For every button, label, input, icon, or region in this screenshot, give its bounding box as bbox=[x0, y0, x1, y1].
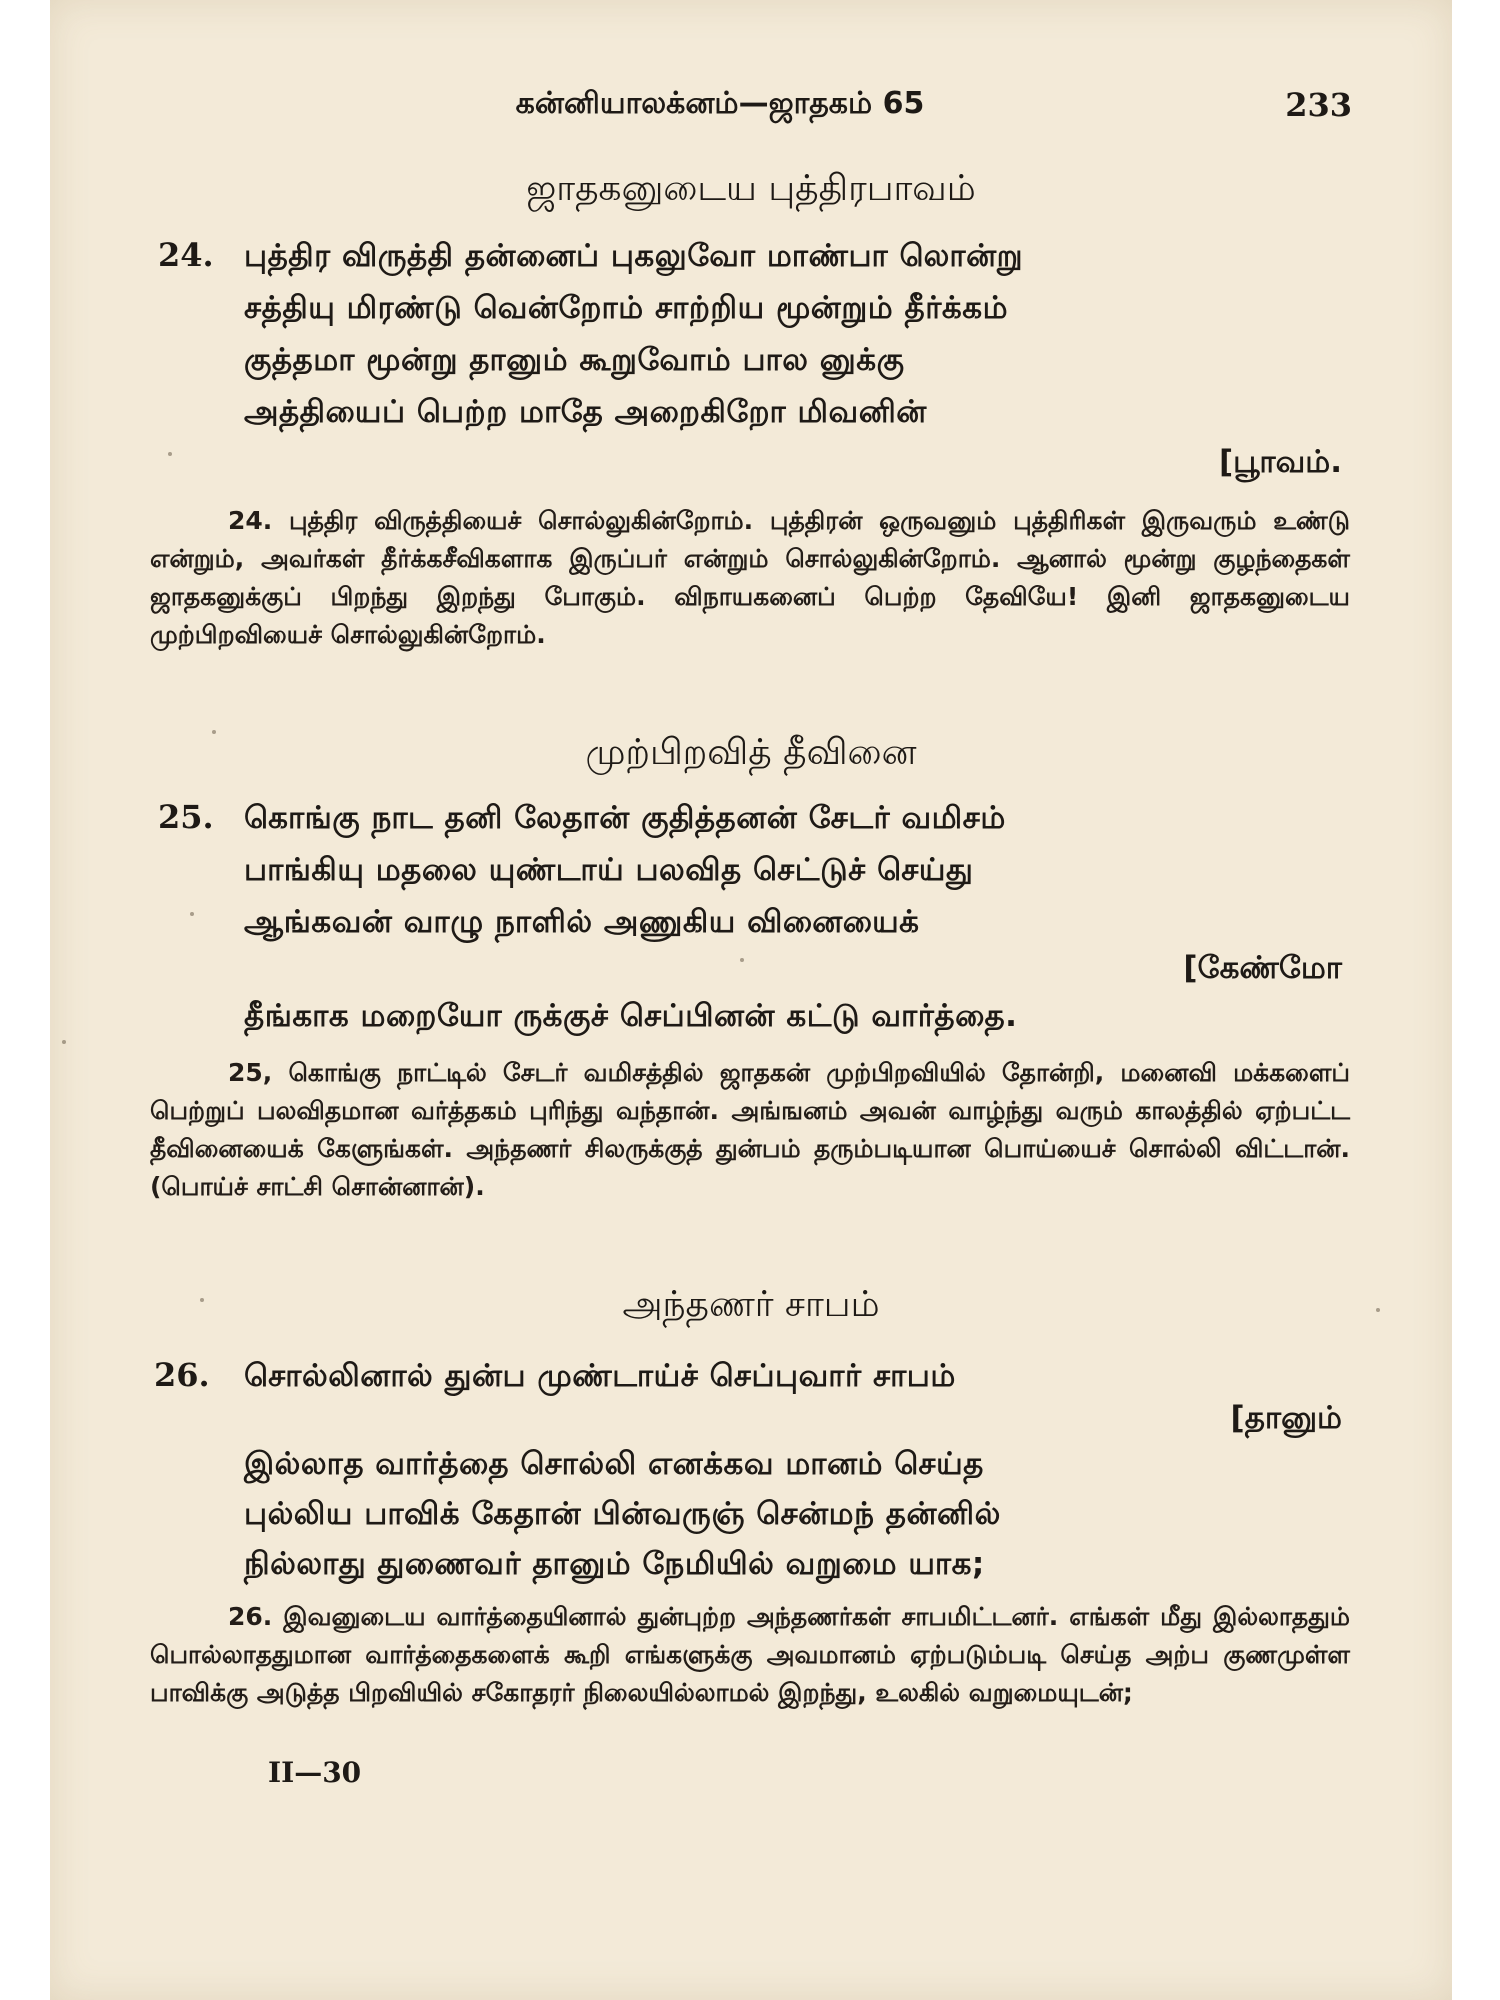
commentary-paragraph: 24. புத்திர விருத்தியைச் சொல்லுகின்றோம். புத்திரன் ஒருவனும் புத்திரிகள் இருவரும் உண்டு என்றும், அவர்கள் தீர்க்கசீவிகளாக இருப்பர் என்றும் சொல்லுகின்றோம். ஆனால் மூன்று குழந்தைகள் ஜாதகனுக்குப் பிறந்து இறந்து போகும். விநாயகனைப் பெற்ற தேவியே! இனி ஜாதகனுடைய முற்பிறவியைச் சொல்லுகின்றோம். bbox=[150, 506, 1350, 649]
verse-number: 26. bbox=[154, 1356, 210, 1394]
scan-speck bbox=[62, 1040, 66, 1044]
verse-tail: [தானும் bbox=[1230, 1400, 1342, 1436]
signature-mark: II—30 bbox=[268, 1756, 362, 1789]
verse-line: ஆங்கவன் வாழு நாளில் அணுகிய வினையைக் bbox=[244, 904, 920, 940]
page-number: 233 bbox=[1285, 86, 1352, 124]
commentary-paragraph: 25, கொங்கு நாட்டில் சேடர் வமிசத்தில் ஜாதகன் முற்பிறவியில் தோன்றி, மனைவி மக்களைப் பெற்றுப் பலவிதமான வர்த்தகம் புரிந்து வந்தான். அங்ஙனம் அவன் வாழ்ந்து வரும் காலத்தில் ஏற்பட்ட தீவினையைக் கேளுங்கள். அந்தணர் சிலருக்குத் துன்பம் தரும்படியான பொய்யைச் சொல்லி விட்டான். (பொய்ச் சாட்சி சொன்னான்). bbox=[150, 1058, 1350, 1201]
verse-line: இல்லாத வார்த்தை சொல்லி எனக்கவ மானம் செய்த bbox=[244, 1446, 984, 1482]
scan-speck bbox=[740, 958, 744, 962]
verse-tail: [பூாவம். bbox=[1219, 444, 1342, 480]
verse-number: 25. bbox=[158, 798, 214, 836]
section-heading-anthanar-saabam: அந்தணர் சாபம் bbox=[622, 1284, 880, 1325]
scan-speck bbox=[1376, 1308, 1380, 1312]
verse-line: தீங்காக மறையோ ருக்குச் செப்பினன் கட்டு வார்த்தை. bbox=[244, 998, 1018, 1034]
verse-line: சத்தியு மிரண்டு வென்றோம் சாற்றிய மூன்றும் தீர்க்கம் bbox=[244, 290, 1009, 326]
book-page bbox=[50, 0, 1452, 2000]
running-title: கன்னியாலக்னம்—ஜாதகம் 65 bbox=[515, 86, 925, 121]
verse-line: புத்திர விருத்தி தன்னைப் புகலுவோ மாண்பா லொன்று bbox=[244, 238, 1024, 274]
commentary-paragraph: 26. இவனுடைய வார்த்தையினால் துன்புற்ற அந்தணர்கள் சாபமிட்டனர். எங்கள் மீது இல்லாததும் பொல்லாததுமான வார்த்தைகளைக் கூறி எங்களுக்கு அவமானம் ஏற்படும்படி செய்த அற்ப குணமுள்ள பாவிக்கு அடுத்த பிறவியில் சகோதரர் நிலையில்லாமல் இறந்து, உலகில் வறுமையுடன்; bbox=[150, 1602, 1350, 1707]
scan-speck bbox=[200, 1298, 204, 1302]
scan-speck bbox=[168, 452, 172, 456]
verse-line: சொல்லினால் துன்ப முண்டாய்ச் செப்புவார் சாபம் bbox=[244, 1358, 956, 1394]
verse-line: அத்தியைப் பெற்ற மாதே அறைகிறோ மிவனின் bbox=[244, 394, 927, 430]
verse-line: பாங்கியு மதலை யுண்டாய் பலவித செட்டுச் செய்து bbox=[244, 852, 974, 888]
verse-line: குத்தமா மூன்று தானும் கூறுவோம் பால னுக்கு bbox=[244, 342, 905, 378]
verse-number: 24. bbox=[158, 236, 214, 274]
scan-speck bbox=[190, 912, 194, 916]
section-heading-putthira-bavam: ஜாதகனுடைய புத்திரபாவம் bbox=[526, 168, 976, 209]
scan-speck bbox=[212, 730, 216, 734]
section-heading-murpiravi-theevinai: முற்பிறவித் தீவினை bbox=[585, 732, 917, 773]
verse-line: நில்லாது துணைவர் தானும் நேமியில் வறுமை யாக; bbox=[244, 1546, 985, 1582]
verse-tail: [கேண்மோ bbox=[1183, 950, 1342, 986]
verse-line: கொங்கு நாட தனி லேதான் குதித்தனன் சேடர் வமிசம் bbox=[244, 800, 1006, 836]
verse-line: புல்லிய பாவிக் கேதான் பின்வருஞ் சென்மந் தன்னில் bbox=[244, 1496, 1001, 1532]
